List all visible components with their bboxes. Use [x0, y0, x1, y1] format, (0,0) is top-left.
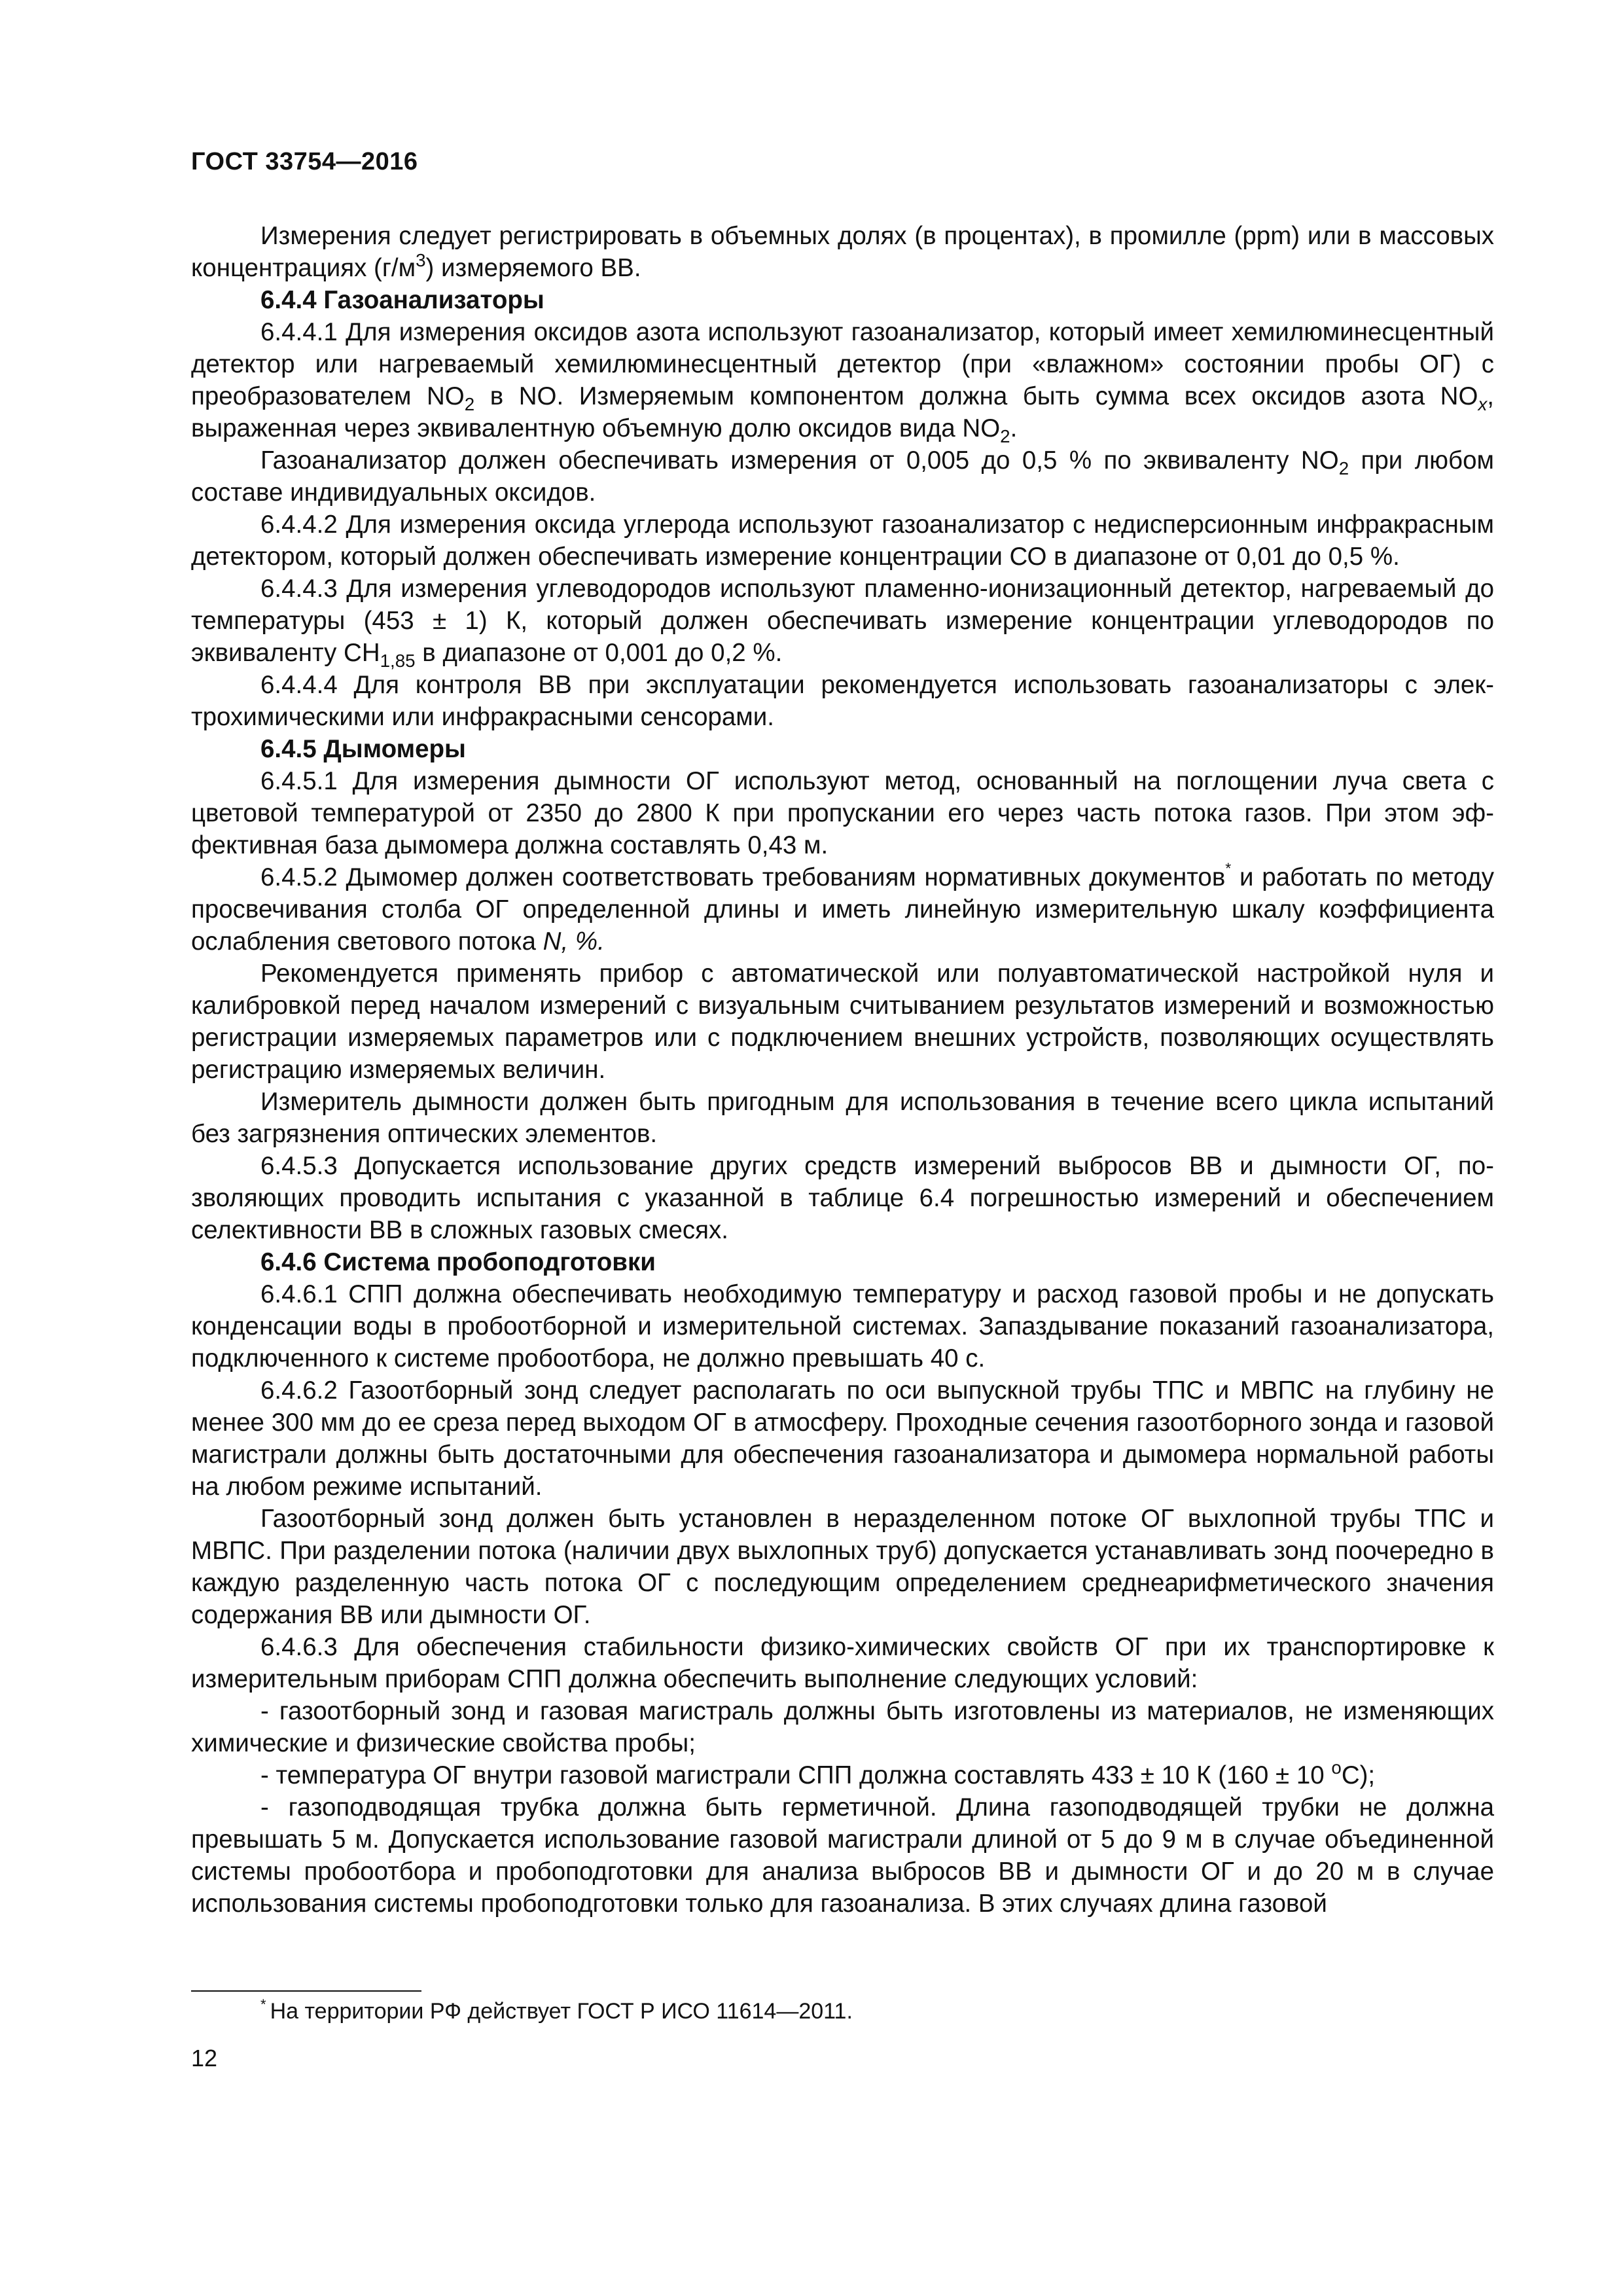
paragraph: 6.4.6.2 Газоотборный зонд следует располагать по оси выпускной трубы ТПС и МВПС на глубину не менее 300 мм до ее среза перед выходом ОГ в атмосферу. Проходные сечения газоотборного зонда и газовой магистрали должны быть достаточными для обеспечения газоанализатора и дымомера нормальной работы на любом режиме испытаний. — [191, 1376, 1494, 1501]
paragraph: 6.4.4.1 Для измерения оксидов азота используют газоанализатор, который имеет хемилюминесцентный детектор или нагреваемый хемилюминесцентный детектор (при «влажном» состоянии пробы ОГ) с преобразователем $NO_2$ в NO. Измеряемым компонентом должна быть сумма всех оксидов азота $NO_x$, выраженная через эквивалентную объемную долю оксидов вида $NO_2$. — [191, 318, 1494, 446]
list-item: - газоотборный зонд и газовая магистраль должны быть изготовлены из материалов, не изменяющих химические и физические свойства пробы; — [191, 1697, 1494, 1757]
footnote — [260, 1997, 853, 2026]
page-number: 12 — [191, 2045, 218, 2072]
document-code-header: ГОСТ 33754—2016 — [191, 148, 418, 175]
paragraph: 6.4.4.2 Для измерения оксида углерода используют газоанализатор с недисперсионным инфракрасным детектором, который должен обеспечивать измерение концентрации СО в диапазоне от 0,01 до 0,5 %. — [191, 511, 1494, 571]
section-heading-6-4-6: 6.4.6 Система пробоподготовки — [260, 1248, 656, 1276]
document-body — [191, 220, 1494, 1920]
footnote-text: На территории РФ действует ГОСТ Р ИСО 11614—2011. — [270, 1999, 853, 2024]
footnote-marker: * — [260, 1996, 266, 2013]
paragraph: Измеритель дымности должен быть пригодным для использования в течение всего цикла испытаний без загрязнения оптических элементов. — [191, 1088, 1494, 1148]
paragraph: Рекомендуется применять прибор с автоматической или полуавтоматической настройкой нуля и калибровкой перед началом измерений с визуальным считыванием результатов измерений и возможностью регистрации измеряемых параметров или с подключением внешних устройств, позволяющих осуществлять регистрацию измеряемых величин. — [191, 960, 1494, 1084]
paragraph: 6.4.6.1 СПП должна обеспечивать необходимую температуру и расход газовой пробы и не допускать конденсации воды в пробоотборной и измерительной системах. Запаздывание показаний газоанализатора, подключенного к системе пробоотбора, не должно превышать 40 с. — [191, 1280, 1494, 1372]
list-item: - температура ОГ внутри газовой магистрали СПП должна составлять 433 ± 10 К (160 ± 10 $^о$С); — [260, 1757, 1376, 1789]
paragraph: 6.4.5.2 Дымомер должен соответствовать требованиям нормативных документов* и работать по методу просвечивания столба ОГ определенной длины и иметь линейную измерительную шкалу коэффициента ослабления светового потока N, %. — [191, 859, 1494, 956]
paragraph: Газоанализатор должен обеспечивать измерения от 0,005 до 0,5 % по эквиваленту $NO_2$ при любом составе индивидуальных оксидов. — [191, 446, 1494, 507]
paragraph: 6.4.5.1 Для измерения дымности ОГ используют метод, основанный на поглощении луча света с цветовой температурой от 2350 до 2800 К при пропускании его через часть потока газов. При этом эффективная база дымомера должна составлять 0,43 м. — [191, 767, 1494, 859]
footnote-reference: * — [1225, 859, 1232, 877]
footnote-separator — [191, 1990, 421, 1992]
list-item: - газоподводящая трубка должна быть герметичной. Длина газоподводящей трубки не должна превышать 5 м. Допускается использование газовой магистрали длиной от 5 до 9 м в случае объединенной системы пробоотбора и пробоподготовки для анализа выбросов ВВ и дымности ОГ и до 20 м в случае использования системы пробоподготовки только для газоанализа. В этих случаях длина газовой — [191, 1793, 1494, 1918]
paragraph: 6.4.6.3 Для обеспечения стабильности физико-химических свойств ОГ при их транспортировке к измерительным приборам СПП должна обеспечить выполнение следующих условий: — [191, 1633, 1494, 1693]
paragraph: Газоотборный зонд должен быть установлен в неразделенном потоке ОГ выхлопной трубы ТПС и МВПС. При разделении потока (наличии двух выхлопных труб) допускается устанавливать зонд поочередно в каждую разделенную часть потока ОГ с последующим определением среднеарифметического значения содержания ВВ или дымности ОГ. — [191, 1505, 1494, 1629]
section-heading-6-4-5: 6.4.5 Дымомеры — [260, 735, 466, 763]
paragraph: 6.4.4.4 Для контроля ВВ при эксплуатации рекомендуется использовать газоанализаторы с электрохимическими или инфракрасными сенсорами. — [191, 671, 1494, 731]
section-heading-6-4-4: 6.4.4 Газоанализаторы — [260, 286, 544, 314]
paragraph: 6.4.4.3 Для измерения углеводородов используют пламенно-ионизационный детектор, нагреваемый до температуры (453 ± 1) К, который должен обеспечивать измерение концентрации углеводородов по эквиваленту $СН_{1,85}$ в диапазоне от 0,001 до 0,2 %. — [191, 575, 1494, 671]
paragraph: Измерения следует регистрировать в объемных долях (в процентах), в промилле (ppm) или в массовых концентрациях $(г/м^3)$ измеряемого ВВ. — [191, 222, 1494, 282]
paragraph: 6.4.5.3 Допускается использование других средств измерений выбросов ВВ и дымности ОГ, позволяющих проводить испытания с указанной в таблице 6.4 погрешностью измерений и обеспечением селективности ВВ в сложных газовых смесях. — [191, 1152, 1494, 1244]
